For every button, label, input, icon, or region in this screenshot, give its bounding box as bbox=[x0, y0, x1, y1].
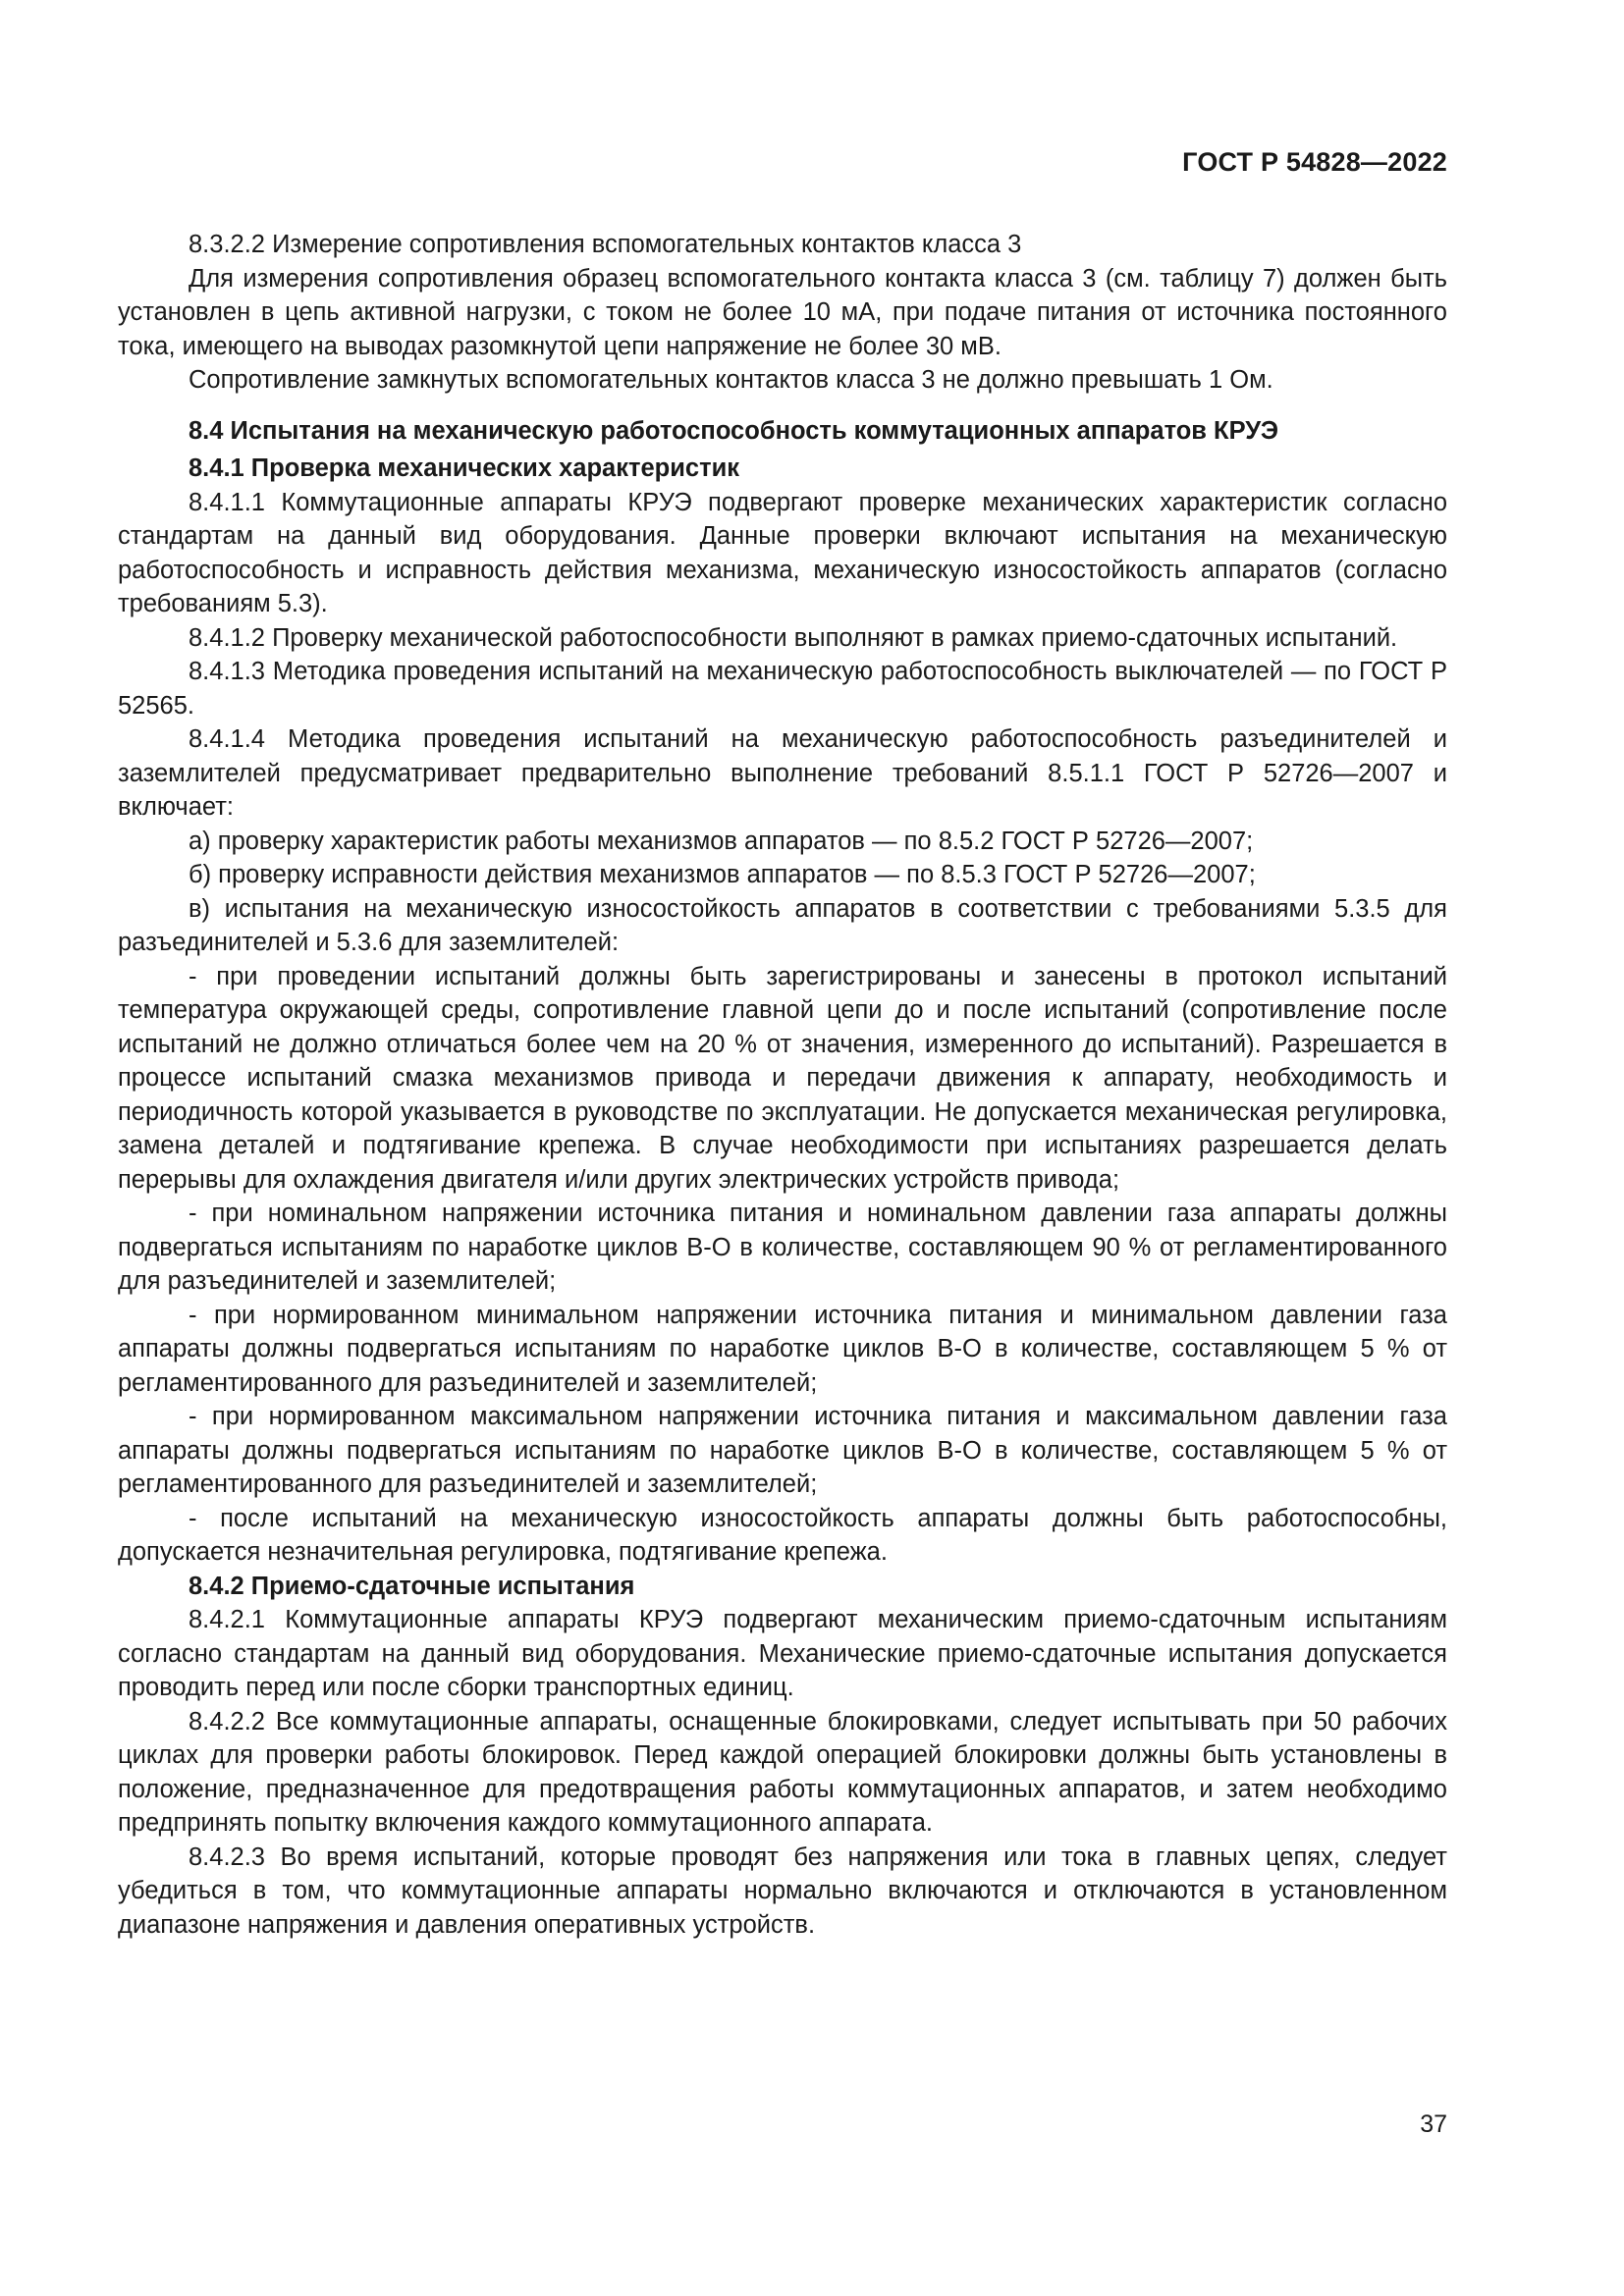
para-8-4-2-3: 8.4.2.3 Во время испытаний, которые проводят без напряжения или тока в главных цепях, следует убедиться в том, что коммутационные аппараты нормально включаются и отключаются в установленном диапазоне напряжения и давления оперативных устройств. bbox=[118, 1842, 1447, 1939]
bullet-5: - после испытаний на механическую износостойкость аппараты должны быть работоспособны, допускается незначительная регулировка, подтягивание крепежа. bbox=[118, 1504, 1447, 1566]
document-header-id: ГОСТ Р 54828—2022 bbox=[1182, 147, 1447, 177]
list-item-b: б) проверку исправности действия механизмов аппаратов — по 8.5.3 ГОСТ Р 52726—2007; bbox=[189, 861, 1256, 888]
para-8-4-1-4: 8.4.1.4 Методика проведения испытаний на механическую работоспособность разъединителей и заземлителей предусматривает предварительно выполнение требований 8.5.1.1 ГОСТ Р 52726—2007 и включает: bbox=[118, 725, 1447, 821]
bullet-3: - при нормированном минимальном напряжении источника питания и минимальном давлении газа аппараты должны подвергаться испытаниям по наработке циклов В-О в количестве, составляющем 5 % от регламентированного для разъединителей и заземлителей; bbox=[118, 1301, 1447, 1397]
para-8-4-2-2: 8.4.2.2 Все коммутационные аппараты, оснащенные блокировками, следует испытывать при 50 рабочих циклах для проверки работы блокировок. Перед каждой операцией блокировки должны быть установлены в положение, предназначенное для предотвращения работы коммутационных аппаратов, и затем необходимо предпринять попытку включения каждого коммутационного аппарата. bbox=[118, 1707, 1447, 1837]
bullet-1: - при проведении испытаний должны быть зарегистрированы и занесены в протокол испытаний температура окружающей среды, сопротивление главной цепи до и после испытаний (сопротивление после испытаний не должно отличаться более чем на 20 % от значения, измеренного до испытаний). Разрешается в процессе испытаний смазка механизмов привода и передачи движения к аппарату, необходимость и периодичность которой указывается в руководстве по эксплуатации. Не допускается механическая регулировка, замена деталей и подтягивание крепежа. В случае необходимости при испытаниях разрешается делать перерывы для охлаждения двигателя и/или других электрических устройств привода; bbox=[118, 962, 1447, 1194]
heading-8-4-1: 8.4.1 Проверка механических характеристик bbox=[189, 454, 740, 482]
document-body bbox=[118, 228, 1447, 1942]
heading-8-4-2: 8.4.2 Приемо-сдаточные испытания bbox=[189, 1572, 635, 1600]
para-8-3-2-2-title: 8.3.2.2 Измерение сопротивления вспомогательных контактов класса 3 bbox=[189, 231, 1022, 258]
para-8-4-2-1: 8.4.2.1 Коммутационные аппараты КРУЭ подвергают механическим приемо-сдаточным испытаниям согласно стандартам на данный вид оборудования. Механические приемо-сдаточные испытания допускается проводить перед или после сборки транспортных единиц. bbox=[118, 1606, 1447, 1701]
bullet-2: - при номинальном напряжении источника питания и номинальном давлении газа аппараты должны подвергаться испытаниям по наработке циклов В-О в количестве, составляющем 90 % от регламентированного для разъединителей и заземлителей; bbox=[118, 1200, 1447, 1295]
heading-8-4: 8.4 Испытания на механическую работоспособность коммутационных аппаратов КРУЭ bbox=[189, 416, 1278, 445]
para-8-4-1-3: 8.4.1.3 Методика проведения испытаний на механическую работоспособность выключателей — по ГОСТ Р 52565. bbox=[118, 658, 1447, 720]
page-number: 37 bbox=[1420, 2110, 1447, 2138]
list-item-a: а) проверку характеристик работы механизмов аппаратов — по 8.5.2 ГОСТ Р 52726—2007; bbox=[189, 827, 1254, 855]
para-8-4-1-2: 8.4.1.2 Проверку механической работоспособности выполняют в рамках приемо-сдаточных испытаний. bbox=[189, 623, 1398, 652]
para-8-3-2-2-body-1: Для измерения сопротивления образец вспомогательного контакта класса 3 (см. таблицу 7) должен быть установлен в цепь активной нагрузки, с током не более 10 мА, при подаче питания от источника постоянного тока, имеющего на выводах разомкнутой цепи напряжение не более 30 мВ. bbox=[118, 264, 1447, 360]
para-8-3-2-2-body-2: Сопротивление замкнутых вспомогательных контактов класса 3 не должно превышать 1 Ом. bbox=[189, 366, 1273, 394]
bullet-4: - при нормированном максимальном напряжении источника питания и максимальном давлении газа аппараты должны подвергаться испытаниям по наработке циклов В-О в количестве, составляющем 5 % от регламентированного для разъединителей и заземлителей; bbox=[118, 1403, 1447, 1498]
para-8-4-1-1: 8.4.1.1 Коммутационные аппараты КРУЭ подвергают проверке механических характеристик согласно стандартам на данный вид оборудования. Данные проверки включают испытания на механическую работоспособность и исправность действия механизма, механическую износостойкость аппаратов (согласно требованиям 5.3). bbox=[118, 488, 1447, 617]
list-item-v: в) испытания на механическую износостойкость аппаратов в соответствии с требованиями 5.3.5 для разъединителей и 5.3.6 для заземлителей: bbox=[118, 894, 1447, 956]
